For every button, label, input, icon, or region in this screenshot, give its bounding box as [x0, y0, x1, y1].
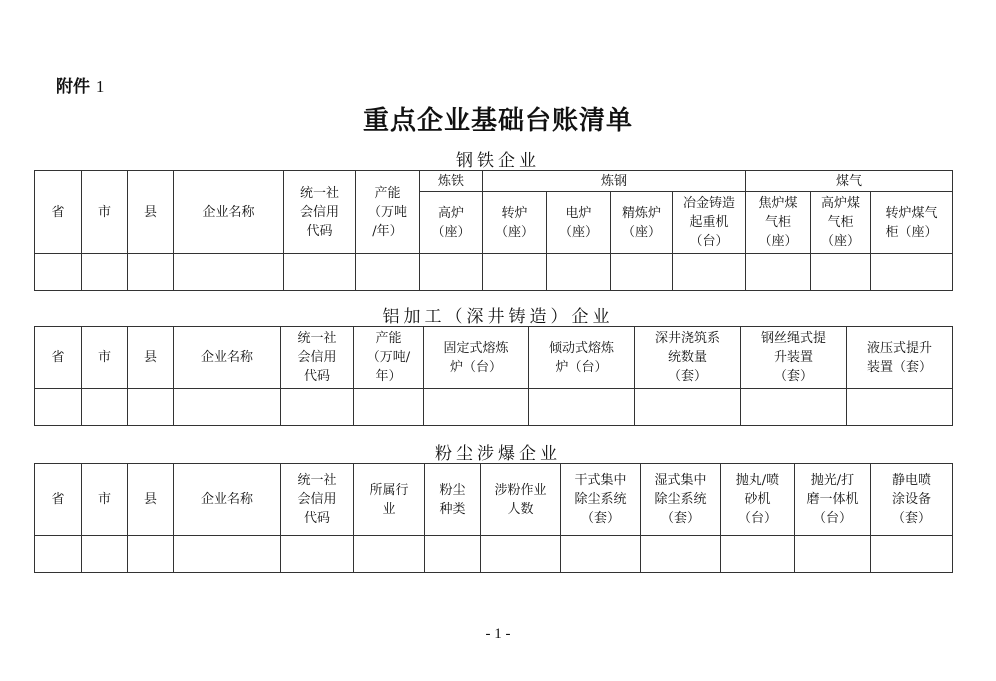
aluminum-header-casting-system: 深井浇筑系 统数量 （套）: [635, 327, 741, 389]
steel-header-capacity: 产能 （万吨 /年）: [356, 171, 420, 254]
page-number: - 1 -: [485, 626, 511, 642]
dust-header-dry-collector: 干式集中 除尘系统 （套）: [561, 464, 641, 536]
dust-header-city: 市: [82, 464, 128, 536]
dust-header-company: 企业名称: [174, 464, 281, 536]
dust-header-shot-blasting: 抛丸/喷 砂机 （台）: [721, 464, 795, 536]
page-title: 重点企业基础台账清单: [362, 106, 633, 136]
steel-header-credit-code: 统一社 会信用 代码: [284, 171, 356, 254]
aluminum-header-credit-code: 统一社 会信用 代码: [281, 327, 354, 389]
steel-header-crane: 冶金铸造 起重机 （台）: [673, 192, 746, 254]
steel-header-refining-furnace: 精炼炉 （座）: [611, 192, 673, 254]
steel-section-title: 钢铁企业: [456, 151, 540, 171]
steel-header-converter-gas-holder: 转炉煤气 柜（座）: [871, 192, 953, 254]
dust-header-polishing: 抛光/打 磨一体机 （台）: [795, 464, 871, 536]
dust-table: [34, 463, 953, 573]
dust-empty-row: [35, 536, 953, 573]
steel-header-company: 企业名称: [174, 171, 284, 254]
steel-header-city: 市: [82, 171, 128, 254]
steel-header-blast-furnace: 高炉 （座）: [420, 192, 483, 254]
dust-header-dust-type: 粉尘 种类: [425, 464, 481, 536]
steel-header-province: 省: [35, 171, 82, 254]
dust-header-spraying: 静电喷 涂设备 （套）: [871, 464, 953, 536]
dust-header-industry: 所属行 业: [354, 464, 425, 536]
aluminum-header-hydraulic-lift: 液压式提升 装置（套）: [847, 327, 953, 389]
dust-header-workers: 涉粉作业 人数: [481, 464, 561, 536]
aluminum-header-province: 省: [35, 327, 82, 389]
aluminum-table: [34, 326, 953, 426]
steel-header-bf-gas-holder: 高炉煤 气柜 （座）: [811, 192, 871, 254]
aluminum-header-wire-rope-lift: 钢丝绳式提 升装置 （套）: [741, 327, 847, 389]
aluminum-header-row: [35, 327, 953, 389]
steel-header-ironmaking: 炼铁: [420, 171, 483, 192]
steel-header-gas: 煤气: [746, 171, 953, 192]
steel-header-converter: 转炉 （座）: [483, 192, 547, 254]
steel-header-coke-gas-holder: 焦炉煤 气柜 （座）: [746, 192, 811, 254]
attachment-number: 1: [95, 77, 105, 96]
aluminum-header-city: 市: [82, 327, 128, 389]
dust-header-county: 县: [128, 464, 174, 536]
dust-header-province: 省: [35, 464, 82, 536]
aluminum-header-county: 县: [128, 327, 174, 389]
dust-header-wet-collector: 湿式集中 除尘系统 （套）: [641, 464, 721, 536]
aluminum-section-title: 铝加工（深井铸造）企业: [382, 307, 614, 327]
steel-header-county: 县: [128, 171, 174, 254]
steel-header-steelmaking: 炼钢: [483, 171, 746, 192]
dust-section-title: 粉尘涉爆企业: [435, 444, 561, 464]
aluminum-header-company: 企业名称: [174, 327, 281, 389]
attachment-prefix: 附件: [56, 77, 90, 97]
dust-header-row: [35, 464, 953, 536]
steel-header-row-1: [35, 171, 953, 192]
steel-table: [34, 170, 953, 291]
aluminum-header-capacity: 产能 （万吨/ 年）: [354, 327, 424, 389]
aluminum-header-fixed-furnace: 固定式熔炼 炉（台）: [424, 327, 529, 389]
steel-empty-row: [35, 254, 953, 291]
attachment-label: [56, 72, 104, 97]
aluminum-header-tilting-furnace: 倾动式熔炼 炉（台）: [529, 327, 635, 389]
dust-header-credit-code: 统一社 会信用 代码: [281, 464, 354, 536]
aluminum-empty-row: [35, 389, 953, 426]
steel-header-electric-furnace: 电炉 （座）: [547, 192, 611, 254]
